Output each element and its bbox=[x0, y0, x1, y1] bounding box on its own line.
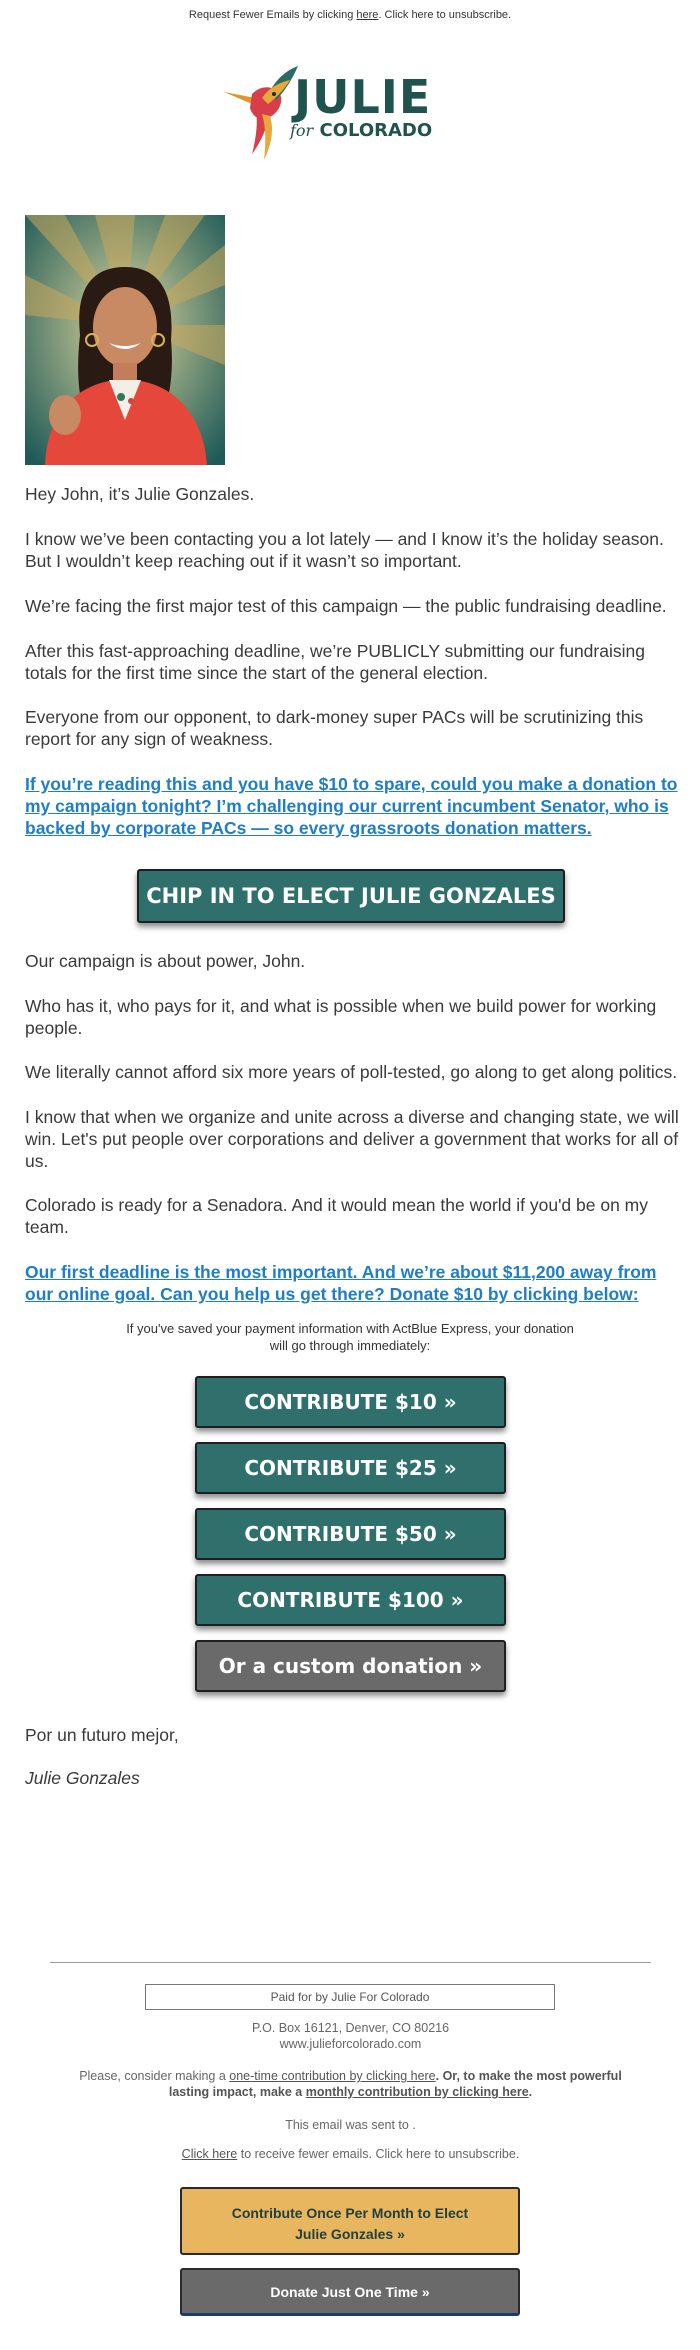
contribute-100-button[interactable]: CONTRIBUTE $100 » bbox=[195, 1574, 506, 1626]
donate-ask-link[interactable]: If you’re reading this and you have $10 to spare, could you make a donation to my campaign tonight? I’m challenging our current incumbent Senator, who is backed by corporate PACs — so every grassroots donation matters. bbox=[25, 774, 678, 838]
sent-to-text: This email was sent to . bbox=[285, 2118, 416, 2132]
consider-end: . bbox=[528, 2085, 533, 2099]
logo-subtitle bbox=[290, 122, 432, 140]
paragraph-deadline: We’re facing the first major test of this campaign — the public fundraising deadline. bbox=[25, 596, 667, 616]
signature: Julie Gonzales bbox=[25, 1768, 140, 1788]
paragraph-scrutiny: Everyone from our opponent, to dark-money super PACs will be scrutinizing this report for any sign of weakness. bbox=[25, 707, 644, 749]
monthly-button-line-2: Julie Gonzales » bbox=[295, 2226, 405, 2242]
fewer-emails-notice bbox=[0, 0, 700, 29]
contribute-10-button[interactable]: CONTRIBUTE $10 » bbox=[195, 1376, 506, 1428]
paragraph-who-has-it: Who has it, who pays for it, and what is possible when we build power for working people. bbox=[25, 996, 657, 1038]
logo-state: COLORADO bbox=[319, 120, 433, 141]
candidate-portrait-image bbox=[25, 215, 225, 465]
express-note-line-2: will go through immediately: bbox=[269, 1338, 431, 1353]
one-time-contribution-link[interactable]: one-time contribution by clicking here bbox=[229, 2069, 436, 2083]
footer-address: P.O. Box 16121, Denver, CO 80216 bbox=[251, 2021, 450, 2035]
footer-fewer-emails-text: to receive fewer emails. Click here to unsubscribe. bbox=[237, 2147, 520, 2161]
contribute-25-button[interactable]: CONTRIBUTE $25 » bbox=[195, 1442, 506, 1494]
contribute-50-button[interactable]: CONTRIBUTE $50 » bbox=[195, 1508, 506, 1560]
deadline-goal-link[interactable]: Our first deadline is the most important. And we’re about $11,200 away from our online goal. Can you help us get there? Donate $10 by clicking below: bbox=[25, 1262, 657, 1304]
candidate-photo bbox=[25, 215, 225, 465]
email-intro bbox=[25, 483, 683, 505]
paragraph-holiday: I know we’ve been contacting you a lot lately — and I know it’s the holiday season. But I wouldn’t keep reaching out if it wasn’t so important. bbox=[25, 529, 664, 571]
footer-divider bbox=[50, 1962, 651, 1963]
express-note-line-1: If you've saved your payment information with ActBlue Express, your donation bbox=[126, 1321, 574, 1336]
monthly-button-line-1: Contribute Once Per Month to Elect bbox=[231, 2205, 469, 2221]
hummingbird-icon bbox=[222, 64, 302, 164]
signoff: Por un futuro mejor, bbox=[25, 1725, 179, 1745]
paragraph-politics: We literally cannot afford six more years of poll-tested, go along to get along politics. bbox=[25, 1062, 678, 1082]
greeting: Hey John, it’s Julie Gonzales. bbox=[25, 484, 255, 504]
footer-fewer-emails-link[interactable]: Click here bbox=[181, 2147, 238, 2161]
fewer-emails-link[interactable]: here bbox=[356, 9, 379, 21]
paragraph-senadora: Colorado is ready for a Senadora. And it would mean the world if you'd be on my team. bbox=[25, 1195, 649, 1237]
footer-website: www.julieforcolorado.com bbox=[279, 2037, 422, 2051]
notice-text: Request Fewer Emails by clicking bbox=[188, 9, 357, 21]
paragraph-public: After this fast-approaching deadline, we’re PUBLICLY submitting our fundraising totals for the first time since the start of the general election. bbox=[25, 641, 645, 683]
consider-text: Please, consider making a bbox=[79, 2069, 230, 2083]
campaign-logo bbox=[222, 64, 472, 164]
footer-address-block bbox=[50, 2020, 651, 2052]
logo-name: JULIE bbox=[294, 70, 432, 124]
chip-in-button[interactable]: CHIP IN TO ELECT JULIE GONZALES » bbox=[137, 869, 565, 923]
paragraph-organize: I know that when we organize and unite across a diverse and changing state, we will win. Let's put people over corporations and deliver a government that works for all of us. bbox=[25, 1107, 679, 1171]
footer-fewer-emails bbox=[50, 2146, 651, 2162]
logo-for: for bbox=[290, 121, 314, 140]
custom-donation-button[interactable]: Or a custom donation » bbox=[195, 1640, 506, 1692]
paid-for-disclaimer: Paid for by Julie For Colorado bbox=[145, 1984, 555, 2010]
notice-text-end: . Click here to unsubscribe. bbox=[378, 9, 512, 21]
monthly-contribution-button[interactable] bbox=[180, 2187, 520, 2255]
one-time-donation-button[interactable]: Donate Just One Time » bbox=[180, 2268, 520, 2316]
footer-consider bbox=[70, 2068, 631, 2100]
actblue-express-note bbox=[100, 1320, 600, 1354]
consider-bold-text: . Or, to make the most powerful lasting impact, make a bbox=[168, 2069, 622, 2099]
monthly-contribution-link[interactable]: monthly contribution by clicking here bbox=[305, 2085, 529, 2099]
paragraph-power: Our campaign is about power, John. bbox=[25, 951, 306, 971]
